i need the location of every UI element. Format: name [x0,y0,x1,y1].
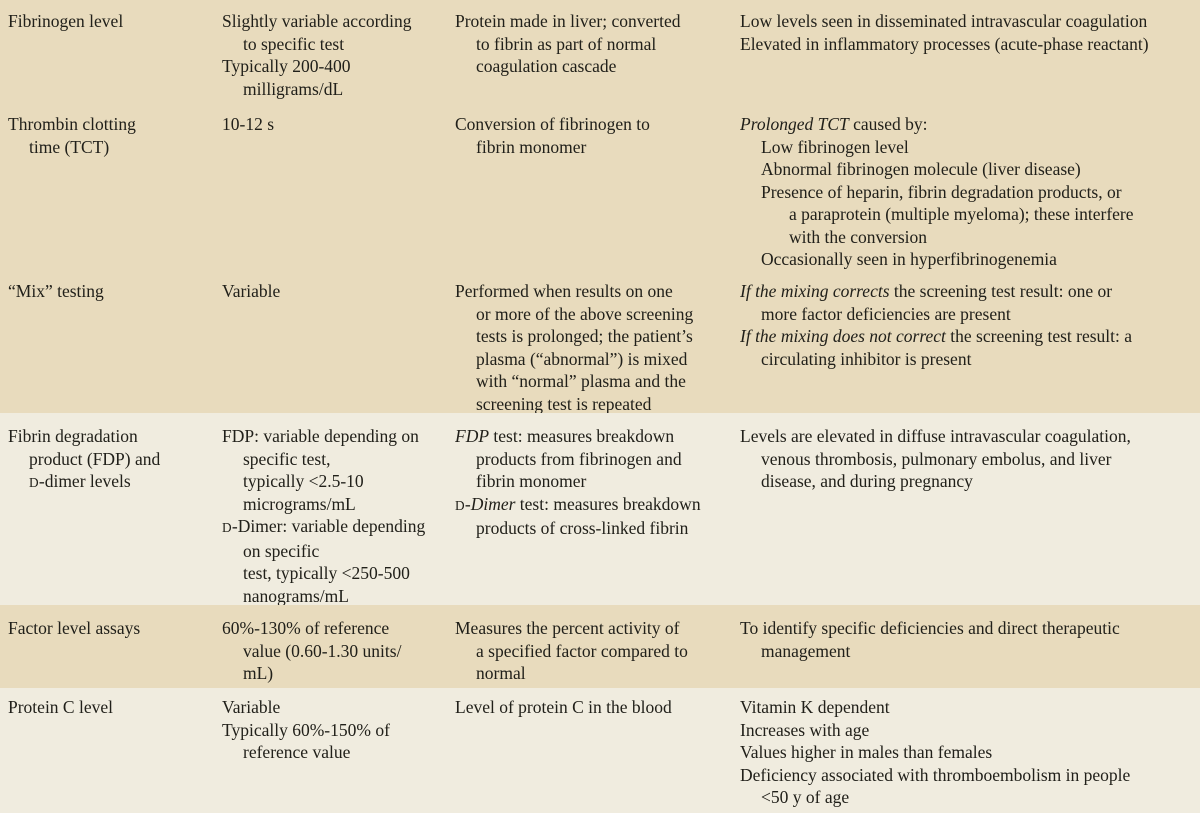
text-line: Protein made in liver; converted [455,11,681,31]
text-line: Fibrinogen level [8,11,124,31]
cell-reference-value [222,280,455,413]
cell-significance [740,696,1200,813]
text-line: Factor level assays [8,618,141,638]
text-line: value (0.60-1.30 units/ [243,640,402,661]
text-line: fibrin monomer [476,136,587,157]
text-line: tests is prolonged; the patient’s [476,326,693,346]
text-line: to specific test [243,33,345,54]
cell-test-name [0,10,222,103]
text-line: Variable [222,281,281,301]
cell-reference-value [222,617,455,688]
text-line: screening test is repeated [476,393,652,413]
text-line: FDP: variable depending on [222,426,419,446]
text-line: Low fibrinogen level [761,136,909,157]
text-line: micrograms/mL [243,493,356,514]
text-line: product (FDP) and [29,448,161,469]
text-line: Level of protein C in the blood [455,697,672,717]
text-line: Protein C level [8,697,113,717]
text-line: more factor deficiencies are present [761,303,1011,324]
text-line: “Mix” testing [8,281,104,301]
cell-significance [740,280,1200,413]
text-line: Deficiency associated with thromboembolism in people [740,764,1131,785]
text-line: FDP test: measures breakdown [455,426,675,446]
text-line: management [761,640,851,661]
text-line: D-dimer levels [29,471,131,491]
cell-what-it-measures [455,10,740,103]
text-line: with “normal” plasma and the [476,371,686,391]
text-line: circulating inhibitor is present [761,348,972,369]
text-line: or more of the above screening [476,303,694,324]
cell-test-name [0,425,222,605]
cell-significance [740,113,1200,274]
cell-reference-value [222,425,455,605]
cell-test-name [0,113,222,274]
text-line: Fibrin degradation [8,426,138,446]
text-line: Typically 200-400 [222,56,351,76]
text-line: Typically 60%-150% of [222,719,390,740]
cell-significance [740,425,1200,605]
text-line: Thrombin clotting [8,114,136,134]
text-line: time (TCT) [29,136,110,157]
text-line: If the mixing corrects the screening test result: one or [740,281,1113,301]
cell-reference-value [222,113,455,274]
text-line: products of cross-linked fibrin [476,518,689,538]
table-row-mix-testing [0,274,1200,413]
text-line: disease, and during pregnancy [761,471,973,491]
cell-significance [740,617,1200,688]
text-line: 60%-130% of reference [222,618,390,638]
text-line: typically <2.5-10 [243,471,364,491]
cell-what-it-measures [455,425,740,605]
text-line: Measures the percent activity of [455,618,680,638]
table-row-factor-level-assays [0,605,1200,688]
text-line: Abnormal fibrinogen molecule (liver disease) [761,159,1081,179]
text-line: fibrin monomer [476,471,587,491]
cell-what-it-measures [455,280,740,413]
text-line: Increases with age [740,719,870,740]
text-line: <50 y of age [761,787,850,807]
text-line: Slightly variable according [222,11,412,31]
table-row-fdp-d-dimer [0,413,1200,605]
text-line: to fibrin as part of normal [476,33,657,54]
text-line: milligrams/dL [243,78,344,99]
text-line: Variable [222,697,281,717]
text-line: normal [476,663,526,683]
cell-test-name [0,617,222,688]
text-line: coagulation cascade [476,56,617,76]
text-line: venous thrombosis, pulmonary embolus, and liver [761,448,1112,469]
text-line: products from fibrinogen and [476,448,682,469]
text-line: Low levels seen in disseminated intravascular coagulation [740,11,1148,31]
text-line: 10-12 s [222,114,275,134]
text-line: To identify specific deficiencies and direct therapeutic [740,618,1120,638]
text-line: Prolonged TCT caused by: [740,114,928,134]
text-line: specific test, [243,448,331,469]
cell-significance [740,10,1200,103]
text-line: nanograms/mL [243,585,349,605]
cell-reference-value [222,10,455,103]
text-line: Presence of heparin, fibrin degradation products, or [761,181,1122,202]
text-line: on specific [243,540,320,561]
text-line: If the mixing does not correct the screening test result: a [740,326,1133,346]
table-row-thrombin-clotting-time [0,103,1200,274]
cell-what-it-measures [455,617,740,688]
cell-test-name [0,696,222,813]
text-line: Occasionally seen in hyperfibrinogenemia [761,249,1057,269]
text-line: a specified factor compared to [476,640,688,661]
cell-reference-value [222,696,455,813]
text-line: a paraprotein (multiple myeloma); these interfere [789,204,1134,224]
text-line: with the conversion [789,226,928,247]
text-line: test, typically <250-500 [243,563,410,583]
text-line: reference value [243,742,351,762]
text-line: Levels are elevated in diffuse intravascular coagulation, [740,426,1131,446]
text-line: plasma (“abnormal”) is mixed [476,348,688,369]
cell-what-it-measures [455,113,740,274]
text-line: Conversion of fibrinogen to [455,114,650,134]
text-line: Elevated in inflammatory processes (acute-phase reactant) [740,33,1149,54]
text-line: Vitamin K dependent [740,697,890,717]
text-line: Performed when results on one [455,281,673,301]
text-line: mL) [243,663,274,683]
cell-what-it-measures [455,696,740,813]
cell-test-name [0,280,222,413]
text-line: Values higher in males than females [740,742,993,762]
text-line: D-Dimer: variable depending [222,516,426,536]
text-line: D-Dimer test: measures breakdown [455,493,701,514]
table-row-fibrinogen-level [0,0,1200,103]
table-row-protein-c-level [0,688,1200,813]
